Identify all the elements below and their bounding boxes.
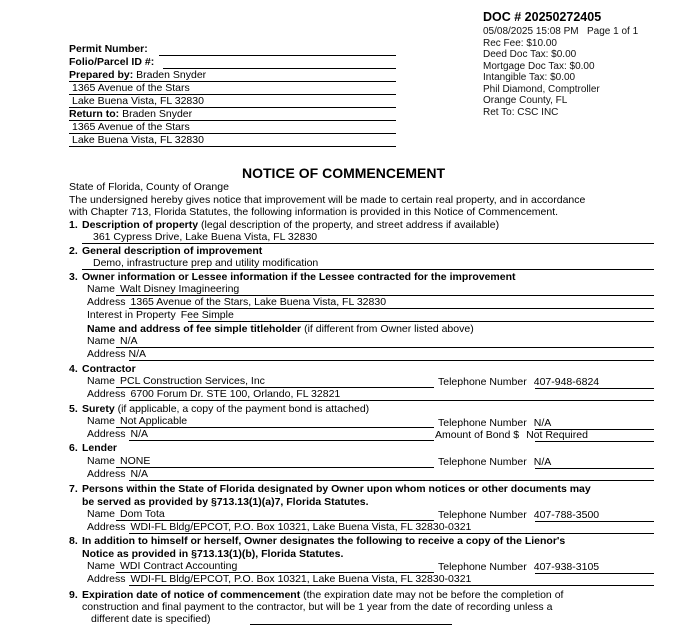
surety-heading: Surety (82, 403, 115, 415)
intro-line-2: with Chapter 713, Florida Statutes, the following information is provided in this Notice of Commencement. (69, 206, 559, 218)
intangible-tax: Intangible Tax: $0.00 (483, 72, 576, 83)
contractor-address: 6700 Forum Dr. STE 100, Orlando, FL 32821 (130, 388, 341, 400)
fee-holder-address: N/A (128, 348, 147, 360)
improvement-heading: General description of improvement (82, 245, 263, 257)
lienor-heading: In addition to himself or herself, Owner designates the following to receive a copy of the Lienor's (82, 535, 566, 547)
rec-fee: Rec Fee: $10.00 (483, 37, 557, 49)
property-heading: Description of property (82, 219, 199, 231)
prepared-label: Prepared by: (69, 69, 134, 81)
recording-datetime (483, 26, 638, 37)
prepared-name: Braden Snyder (136, 69, 207, 81)
page-count: Page 1 of 1 (586, 26, 639, 37)
owner-heading: Owner information or Lessee information if the Lessee contracted for the improvement (82, 271, 516, 283)
state-line: State of Florida, County of Orange (69, 181, 229, 193)
designated-phone: 407-788-3500 (533, 509, 600, 521)
property-value: 361 Cypress Drive, Lake Buena Vista, FL 32830 (93, 231, 318, 243)
ret-to: Ret To: CSC INC (483, 106, 559, 118)
lender-heading: Lender (82, 442, 118, 454)
designated-address: WDI-FL Bldg/EPCOT, P.O. Box 10321, Lake Buena Vista, FL 32830-0321 (130, 521, 472, 533)
comptroller: Phil Diamond, Comptroller (483, 83, 600, 95)
deed-doc-tax: Deed Doc Tax: $0.00 (483, 49, 577, 60)
prepared-addr2: Lake Buena Vista, FL 32830 (72, 95, 204, 107)
designated-heading: Persons within the State of Florida designated by Owner upon whom notices or other documents may (82, 483, 591, 495)
expiration-heading: Expiration date of notice of commencement (82, 589, 301, 601)
lender-address: N/A (130, 468, 149, 480)
permit-line (159, 55, 396, 56)
recording-date: 05/08/2025 15:08 PM (483, 26, 579, 37)
improvement-value: Demo, infrastructure prep and utility modification (93, 257, 319, 269)
county: Orange County, FL (483, 95, 568, 106)
surety-name: Not Applicable (120, 415, 188, 427)
owner-name: Walt Disney Imagineering (120, 283, 240, 295)
return-name: Braden Snyder (122, 108, 193, 120)
contractor-heading: Contractor (82, 363, 136, 375)
page-title: NOTICE OF COMMENCEMENT (242, 165, 445, 181)
fee-holder-heading: Name and address of fee simple titleholder (87, 323, 302, 335)
surety-address: N/A (130, 428, 149, 440)
return-label: Return to: (69, 108, 120, 120)
lienor-address: WDI-FL Bldg/EPCOT, P.O. Box 10321, Lake Buena Vista, FL 32830-0321 (130, 573, 472, 585)
folio-label: Folio/Parcel ID #: (69, 56, 155, 68)
lienor-phone: 407-938-3105 (533, 561, 600, 573)
prepared-addr1: 1365 Avenue of the Stars (72, 82, 190, 94)
intro-line-1: The undersigned hereby gives notice that improvement will be made to certain real property, and in accordance (69, 194, 586, 206)
mortgage-doc-tax: Mortgage Doc Tax: $0.00 (483, 60, 595, 72)
owner-address: 1365 Avenue of the Stars, Lake Buena Vista, FL 32830 (130, 296, 387, 308)
bond-amount: Not Required (526, 429, 588, 441)
lienor-name: WDI Contract Accounting (120, 560, 238, 572)
lender-name: NONE (120, 455, 151, 467)
interest-value: Fee Simple (180, 309, 234, 321)
lender-phone: N/A (533, 456, 552, 468)
permit-label: Permit Number: (69, 43, 148, 55)
contractor-phone: 407-948-6824 (533, 376, 600, 388)
fee-holder-name: N/A (120, 335, 138, 347)
surety-phone: N/A (533, 417, 552, 429)
return-addr2: Lake Buena Vista, FL 32830 (72, 134, 204, 146)
doc-number: DOC # 20250272405 (483, 10, 602, 24)
return-addr1: 1365 Avenue of the Stars (72, 121, 190, 133)
contractor-name: PCL Construction Services, Inc (120, 375, 265, 387)
designated-name: Dom Tota (120, 508, 165, 520)
